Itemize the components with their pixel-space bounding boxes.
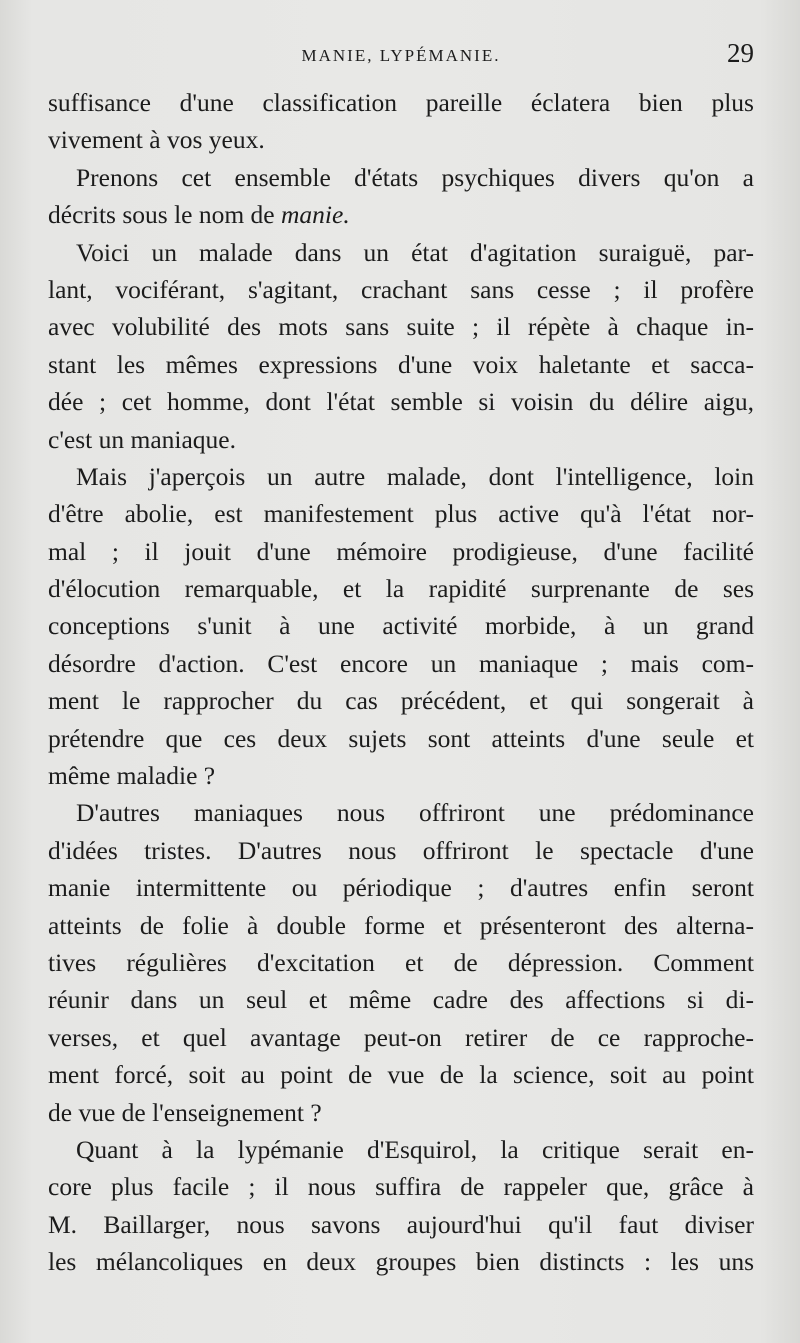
text-line: stant les mêmes expressions d'une voix haletante et sacca- — [48, 349, 754, 379]
text-line: d'être abolie, est manifestement plus active qu'à l'état nor- — [48, 499, 754, 529]
text-line: ment le rapprocher du cas précédent, et qui songerait à — [48, 686, 754, 716]
page-header — [48, 38, 754, 78]
text-line: prétendre que ces deux sujets sont atteints d'une seule et — [48, 723, 754, 753]
text-line: Quant à la lypémanie d'Esquirol, la critique serait en- — [76, 1134, 754, 1164]
text-line: Voici un malade dans un état d'agitation suraiguë, par- — [76, 237, 754, 267]
text-line: avec volubilité des mots sans suite ; il répète à chaque in- — [48, 312, 754, 342]
text-line: D'autres maniaques nous offriront une prédominance — [76, 798, 754, 828]
text-line: dée ; cet homme, dont l'état semble si voisin du délire aigu, — [48, 387, 754, 417]
text-line: d'élocution remarquable, et la rapidité surprenante de ses — [48, 574, 754, 604]
text-line: de vue de l'enseignement ? — [48, 1097, 322, 1127]
text-line: les mélancoliques en deux groupes bien distincts : les uns — [48, 1247, 754, 1277]
text-fragment: décrits sous le nom de — [48, 200, 275, 230]
text-line: M. Baillarger, nous savons aujourd'hui qu'il faut diviser — [48, 1209, 754, 1239]
text-line: d'idées tristes. D'autres nous offriront le spectacle d'une — [48, 835, 754, 865]
text-line: verses, et quel avantage peut-on retirer de ce rapproche- — [48, 1022, 754, 1052]
text-line: même maladie ? — [48, 761, 216, 791]
text-line — [48, 196, 754, 233]
text-line: réunir dans un seul et même cadre des affections si di- — [48, 985, 754, 1015]
text-line: c'est un maniaque. — [48, 424, 236, 454]
text-line: core plus facile ; il nous suffira de rappeler que, grâce à — [48, 1172, 754, 1202]
text-line: vivement à vos yeux. — [48, 125, 265, 155]
text-line: désordre d'action. C'est encore un maniaque ; mais com- — [48, 648, 754, 678]
text-line: tives régulières d'excitation et de dépression. Comment — [48, 947, 754, 977]
text-line: ment forcé, soit au point de vue de la science, soit au point — [48, 1060, 754, 1090]
text-line: mal ; il jouit d'une mémoire prodigieuse, d'une facilité — [48, 536, 754, 566]
text-line: lant, vociférant, s'agitant, crachant sans cesse ; il profère — [48, 274, 754, 304]
page-number: 29 — [727, 38, 754, 68]
body-text — [48, 84, 754, 1281]
running-head: MANIE, LYPÉMANIE. — [301, 46, 501, 65]
text-line: Prenons cet ensemble d'états psychiques divers qu'on a — [76, 162, 754, 192]
text-line: suffisance d'une classification pareille éclatera bien plus — [48, 88, 754, 117]
text-line: atteints de folie à double forme et présenteront des alterna- — [48, 910, 754, 940]
text-line: Mais j'aperçois un autre malade, dont l'intelligence, loin — [76, 461, 754, 491]
emphasized-term: manie. — [281, 200, 350, 230]
text-line: manie intermittente ou périodique ; d'autres enfin seront — [48, 873, 754, 903]
text-line: conceptions s'unit à une activité morbide, à un grand — [48, 611, 754, 641]
